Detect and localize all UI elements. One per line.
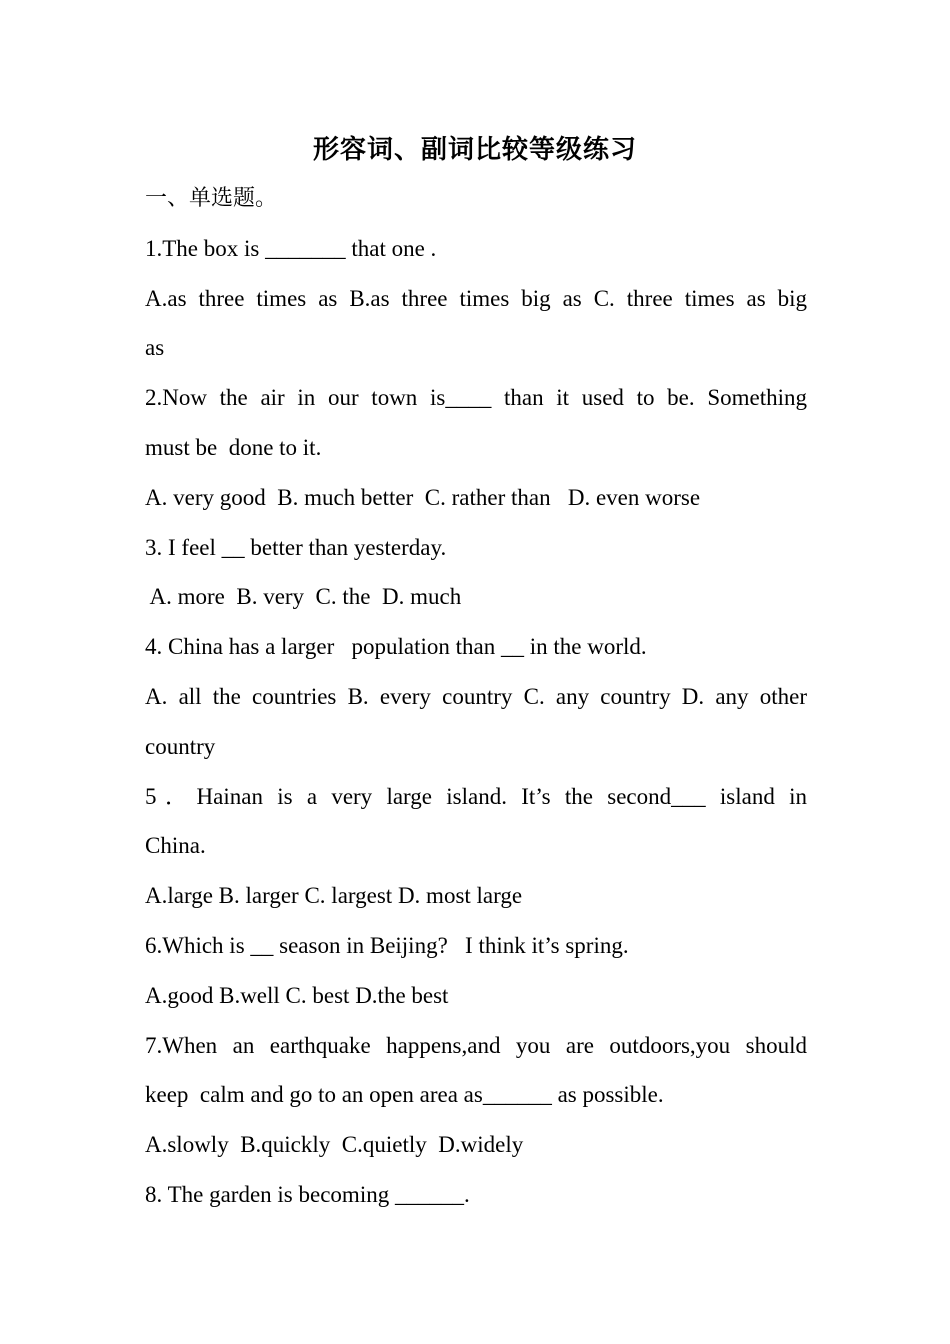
question-5-options: A.large B. larger C. largest D. most large	[145, 883, 523, 909]
exercise-body	[145, 174, 807, 1220]
question-3-stem: 3. I feel __ better than yesterday.	[145, 534, 447, 560]
question-1-options-cont: as	[145, 335, 165, 361]
question-7-stem: 7.When an earthquake happens,and you are outdoors,you should	[145, 1032, 807, 1058]
question-2-stem: 2.Now the air in our town is____ than it used to be. Something	[145, 385, 807, 411]
question-7-stem-cont: keep calm and go to an open area as______ as possible.	[145, 1082, 664, 1108]
question-4-options-cont: country	[145, 733, 216, 759]
section-heading: 一、单选题。	[145, 186, 278, 211]
question-8-stem: 8. The garden is becoming ______.	[145, 1181, 470, 1207]
question-5-stem: 5．Hainan is a very large island. It’s the second___ island in	[145, 783, 807, 809]
question-4-options: A. all the countries B. every country C. any country D. any other	[145, 683, 807, 709]
page-title: 形容词、副词比较等级练习	[312, 135, 637, 165]
question-2-options: A. very good B. much better C. rather than D. even worse	[145, 484, 701, 510]
question-1-stem: 1.The box is _______ that one .	[145, 235, 437, 261]
question-5-stem-cont: China.	[145, 833, 206, 859]
question-6-stem: 6.Which is __ season in Beijing? I think it’s spring.	[145, 932, 629, 958]
question-6-options: A.good B.well C. best D.the best	[145, 982, 449, 1008]
question-7-options: A.slowly B.quickly C.quietly D.widely	[145, 1132, 524, 1158]
question-1-options: A.as three times as B.as three times big as C. three times as big	[145, 285, 807, 311]
question-4-stem: 4. China has a larger population than __ in the world.	[145, 634, 647, 660]
question-3-options: A. more B. very C. the D. much	[145, 584, 462, 610]
question-2-stem-cont: must be done to it.	[145, 434, 322, 460]
